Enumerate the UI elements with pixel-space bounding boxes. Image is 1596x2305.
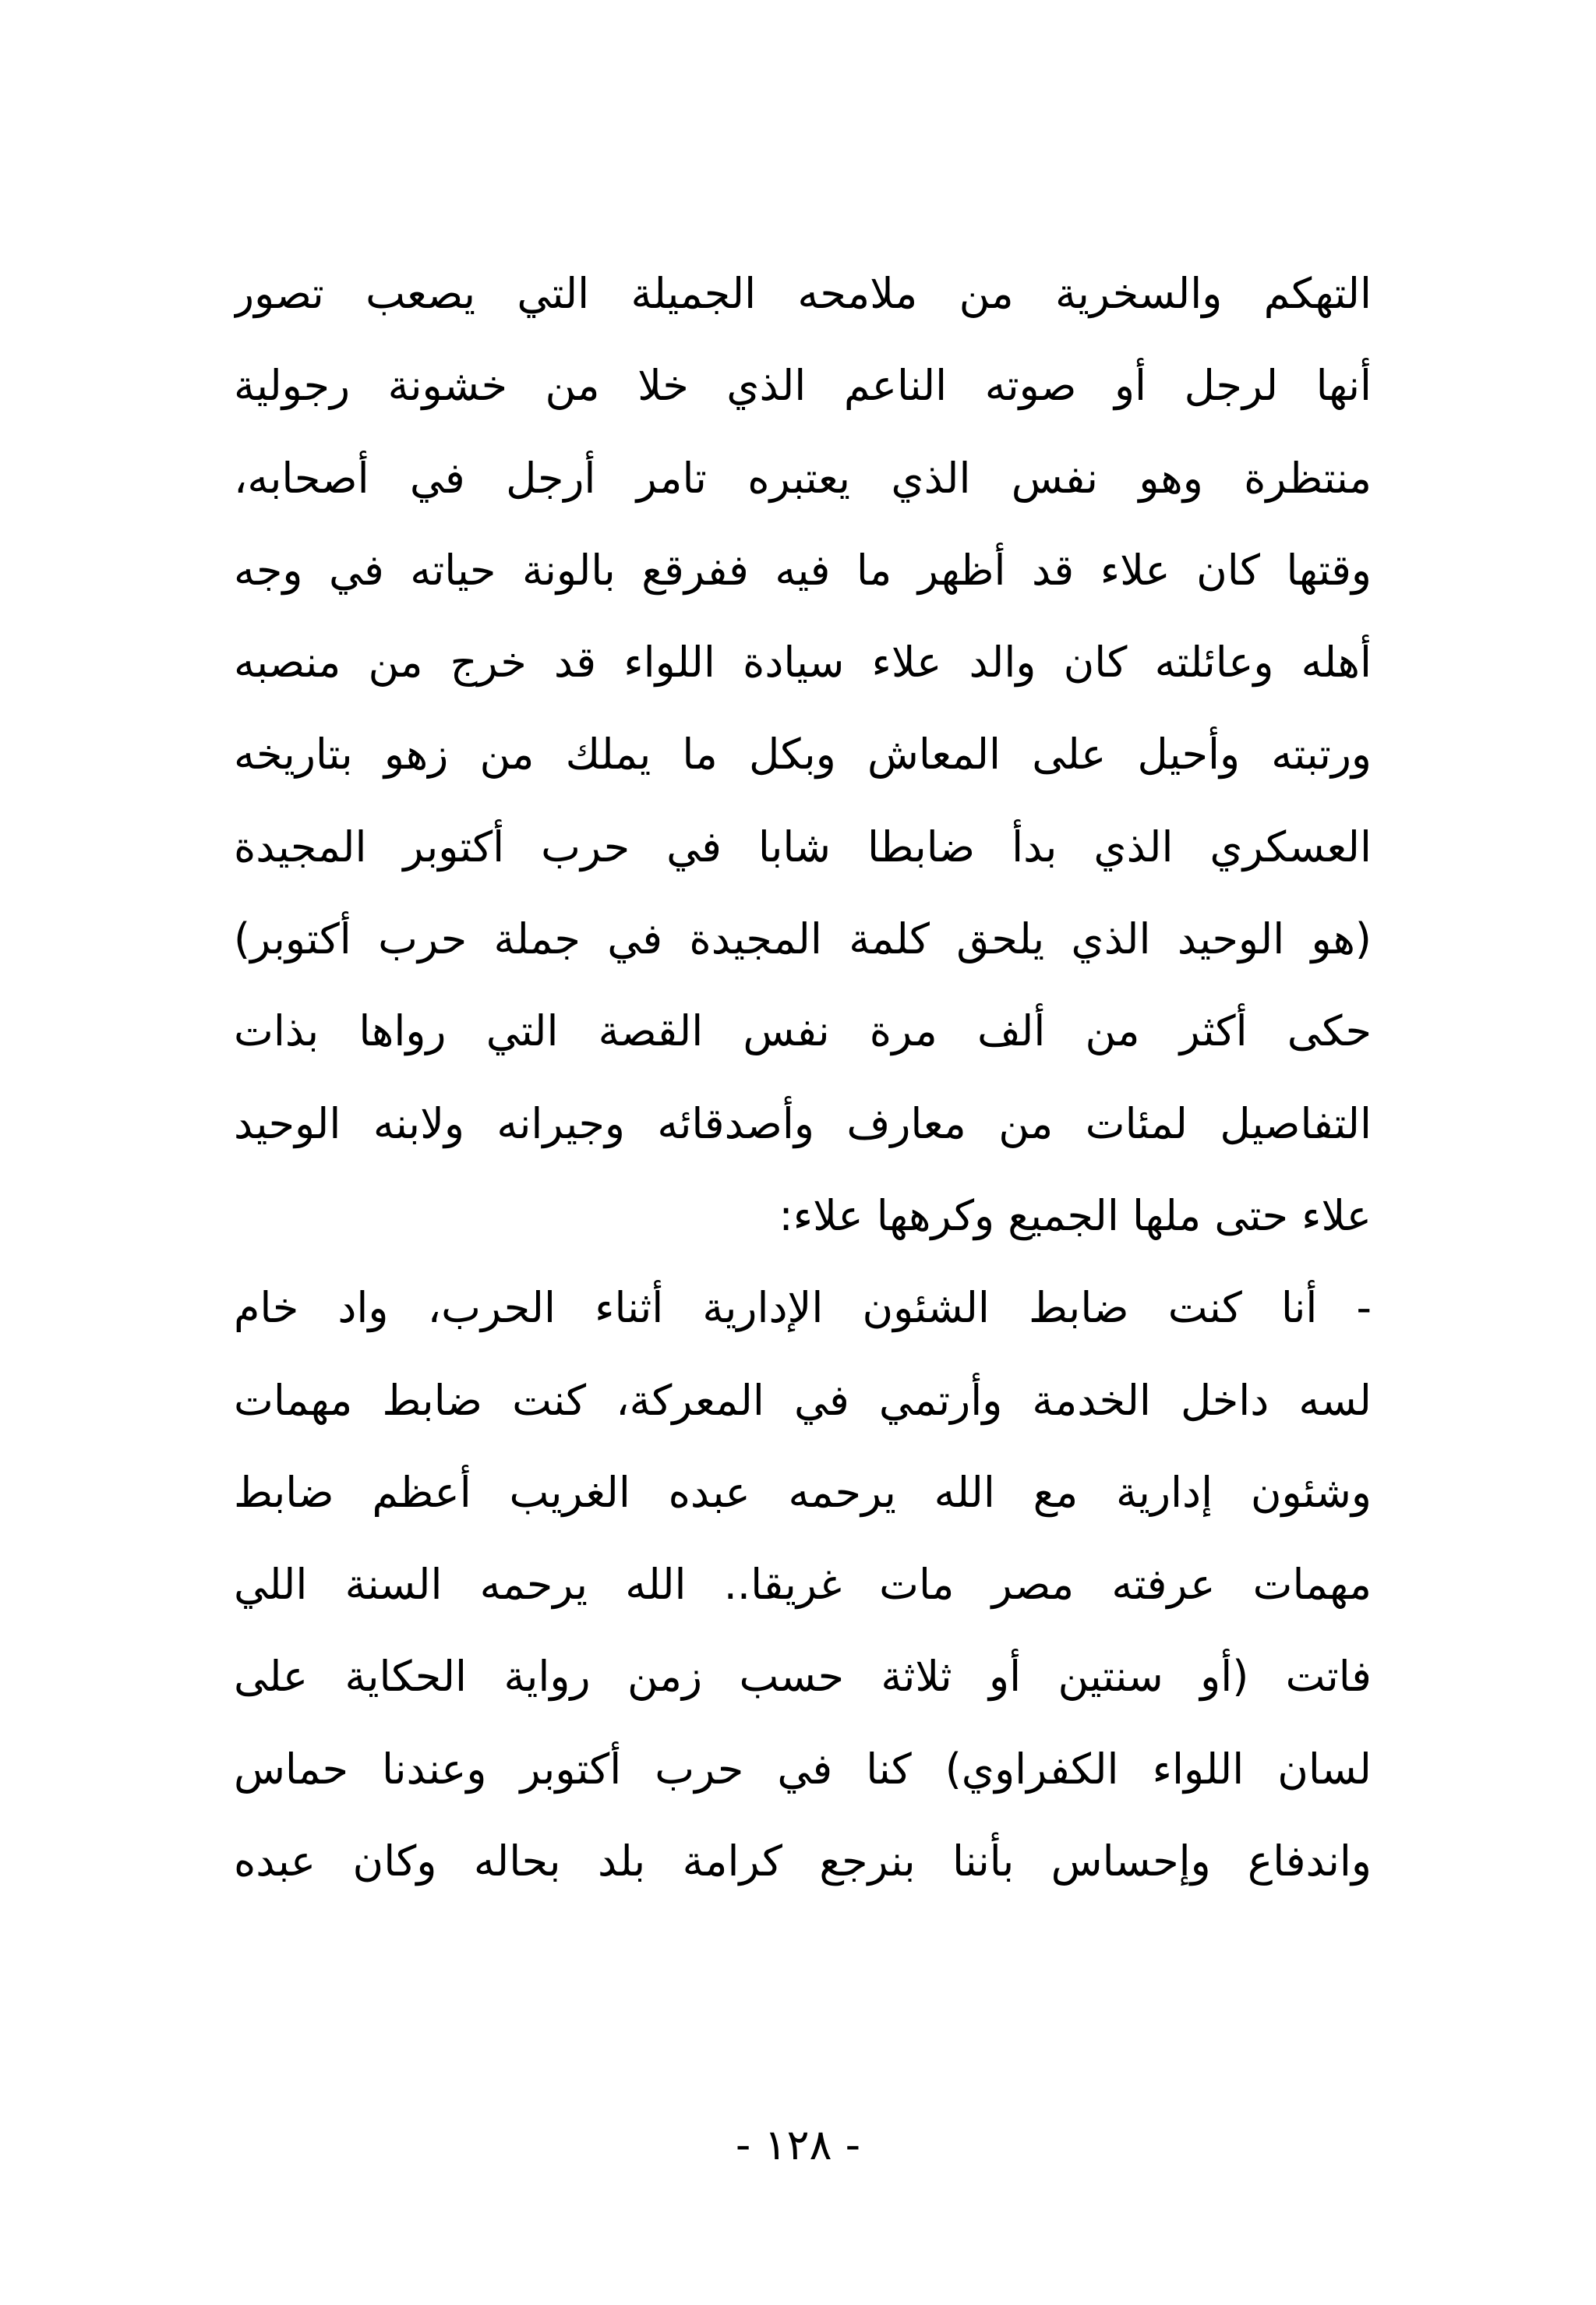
text-line: - أنا كنت ضابط الشئون الإدارية أثناء الحرب، واد خام — [234, 1283, 1372, 1333]
text-line: لسه داخل الخدمة وأرتمي في المعركة، كنت ضابط مهمات — [234, 1375, 1372, 1425]
text-line: ورتبته وأحيل على المعاش وبكل ما يملك من زهو بتاريخه — [234, 730, 1372, 780]
text-line: علاء حتى ملها الجميع وكرهها علاء: — [779, 1190, 1372, 1240]
text-line: فاتت (أو سنتين أو ثلاثة حسب زمن رواية الحكاية على — [234, 1652, 1372, 1702]
text-line: التفاصيل لمئات من معارف وأصدقائه وجيرانه ولابنه الوحيد — [234, 1098, 1372, 1148]
page-number: - ١٢٨ - — [735, 2120, 861, 2169]
body-text — [234, 248, 1372, 1907]
text-line: التهكم والسخرية من ملامحه الجميلة التي يصعب تصور — [234, 269, 1372, 318]
text-line: (هو الوحيد الذي يلحق كلمة المجيدة في جملة حرب أكتوبر) — [234, 914, 1372, 964]
text-line: منتظرة وهو نفس الذي يعتبره تامر أرجل في أصحابه، — [234, 453, 1372, 503]
text-line: أنها لرجل أو صوته الناعم الذي خلا من خشونة رجولية — [234, 361, 1372, 411]
text-line: لسان اللواء الكفراوي) كنا في حرب أكتوبر وعندنا حماس — [234, 1744, 1372, 1794]
text-line: حكى أكثر من ألف مرة نفس القصة التي رواها بذات — [234, 1006, 1372, 1056]
text-line: مهمات عرفته مصر مات غريقا.. الله يرحمه السنة اللي — [234, 1560, 1372, 1610]
text-line: واندفاع وإحساس بأننا بنرجع كرامة بلد بحاله وكان عبده — [234, 1837, 1372, 1886]
text-line: أهله وعائلته كان والد علاء سيادة اللواء قد خرج من منصبه — [234, 638, 1372, 688]
text-line: وقتها كان علاء قد أظهر ما فيه ففرقع بالونة حياته في وجه — [234, 545, 1372, 595]
text-line: وشئون إدارية مع الله يرحمه عبده الغريب أعظم ضابط — [234, 1467, 1372, 1517]
text-line: العسكري الذي بدأ ضابطا شابا في حرب أكتوبر المجيدة — [234, 822, 1372, 871]
